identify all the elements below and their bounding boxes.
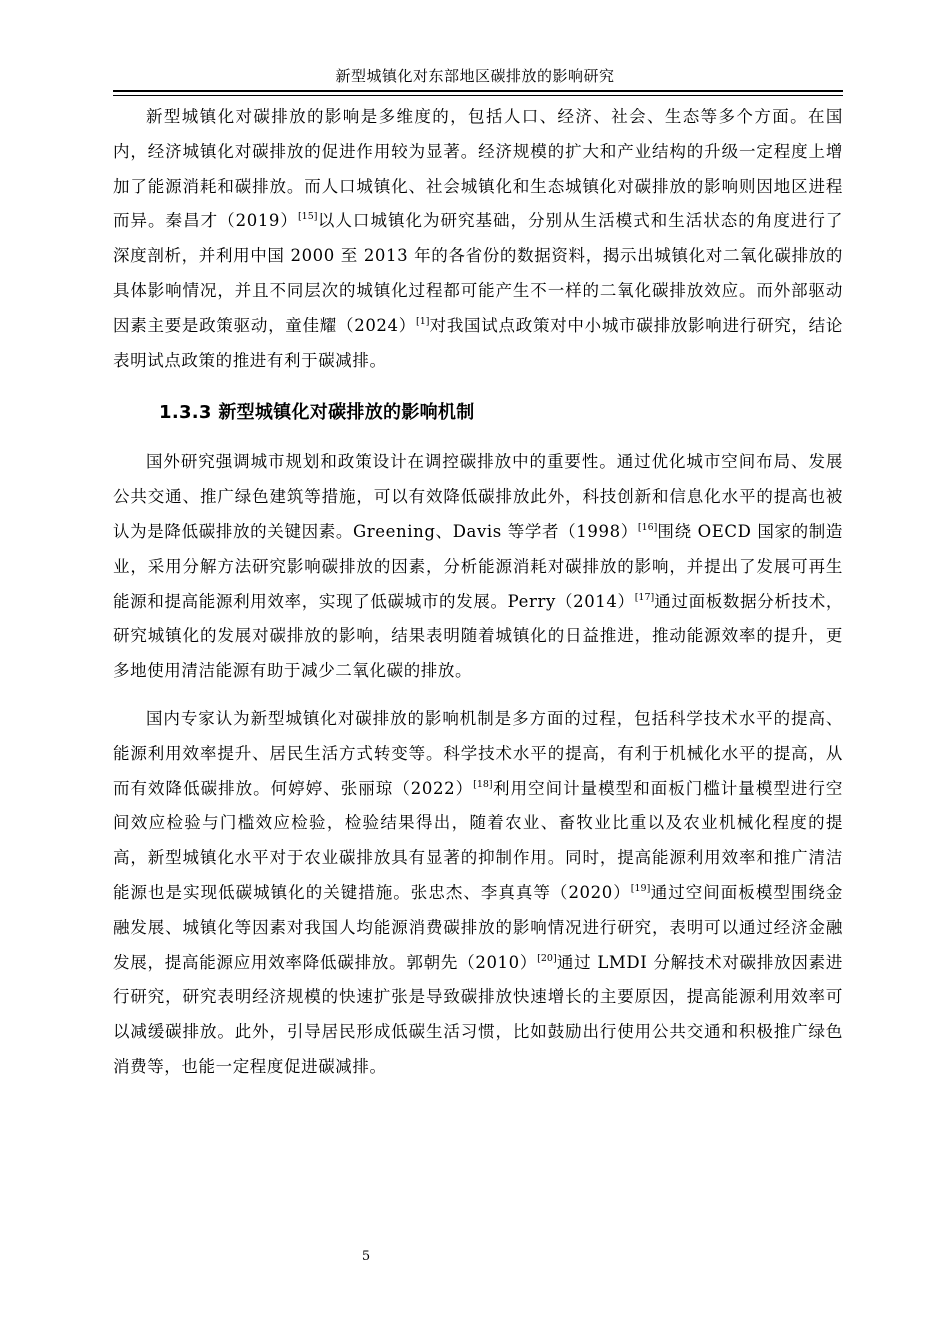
paragraph-text: 围绕 OECD 国家的制造业，采用分解方法研究影响碳排放的因素，分析能源消耗对碳排放的影响，并提出了发展可再生能源和提高能源利用效率，实现了低碳城市的发展。Perry（2014）: [113, 521, 844, 611]
paragraph-text: 通过空间面板模型围绕金融发展、城镇化等因素对我国人均能源消费碳排放的影响情况进行研究，表明可以通过经济金融发展，提高能源应用效率降低碳排放。郭朝先（2010）: [113, 882, 843, 972]
citation-ref-19[interactable]: [19]: [630, 882, 651, 894]
citation-ref-20[interactable]: [20]: [537, 952, 557, 964]
paragraph-text: 通过 LMDI 分解技术对碳排放因素进行研究，研究表明经济规模的快速扩张是导致碳排放快速增长的主要原因，提高能源利用效率可以减缓碳排放。此外，引导居民形成低碳生活习惯，比如鼓励出行使用公共交通和积极推广绿色消费等，也能一定程度促进碳减排。: [113, 952, 844, 1076]
citation-ref-1[interactable]: [1]: [415, 315, 430, 327]
paragraph-text: 国外研究强调城市规划和政策设计在调控碳排放中的重要性。通过优化城市空间布局、发展公共交通、推广绿色建筑等措施，可以有效降低碳排放此外，科技创新和信息化水平的提高也被认为是降低碳排放的关键因素。Greening、Davis 等学者（1998）: [113, 452, 843, 541]
header-rule-thick: [113, 90, 843, 92]
paragraph-text: 通过面板数据分析技术，研究城镇化的发展对碳排放的影响，结果表明随着城镇化的日益推进，推动能源效率的提升，更多地使用清洁能源有助于减少二氧化碳的排放。: [113, 591, 843, 681]
paragraph-foreign-research: [113, 445, 843, 689]
paragraph-domestic-research: [113, 702, 843, 1085]
page-number: 5: [361, 1249, 371, 1264]
paragraph-text: 国内专家认为新型城镇化对碳排放的影响机制是多方面的过程，包括科学技术水平的提高、能源利用效率提升、居民生活方式转变等。科学技术水平的提高，有利于机械化水平的提高，从而有效降低碳排放。何婷婷、张丽琼（2022）: [113, 708, 843, 798]
paragraph-text: 对我国试点政策对中小城市碳排放影响进行研究，结论表明试点政策的推进有利于碳减排。: [113, 315, 843, 370]
citation-ref-15[interactable]: [15]: [297, 211, 318, 223]
paragraph-urbanization-dimensions: [113, 100, 843, 378]
citation-ref-17[interactable]: [17]: [634, 591, 655, 603]
document-body: [113, 100, 843, 1085]
paragraph-text: 利用空间计量模型和面板门槛计量模型进行空间效应检验与门槛效应检验，检验结果得出，随着农业、畜牧业比重以及农业机械化程度的提高，新型城镇化水平对于农业碳排放具有显著的抑制作用。同时，提高能源利用效率和推广清洁能源也是实现低碳城镇化的关键措施。张忠杰、李真真等（2020）: [113, 778, 843, 902]
section-heading-1-3-3: 1.3.3 新型城镇化对碳排放的影响机制: [159, 402, 475, 424]
paragraph-text: 新型城镇化对碳排放的影响是多维度的，包括人口、经济、社会、生态等多个方面。在国内，经济城镇化对碳排放的促进作用较为显著。经济规模的扩大和产业结构的升级一定程度上增加了能源消耗和碳排放。而人口城镇化、社会城镇化和生态城镇化对碳排放的影响则因地区进程而异。秦昌才（2019）: [113, 107, 843, 231]
running-header-title: 新型城镇化对东部地区碳排放的影响研究: [335, 67, 615, 85]
header-rule-thin: [113, 95, 843, 96]
paragraph-text: 以人口城镇化为研究基础，分别从生活模式和生活状态的角度进行了深度剖析，并利用中国 2000 至 2013 年的各省份的数据资料，揭示出城镇化对二氧化碳排放的具体影响情况，并且不同层次的城镇化过程都可能产生不一样的二氧化碳排放效应。而外部驱动因素主要是政策驱动，童佳耀（2024）: [113, 211, 843, 335]
citation-ref-18[interactable]: [18]: [473, 778, 493, 790]
citation-ref-16[interactable]: [16]: [637, 521, 658, 533]
